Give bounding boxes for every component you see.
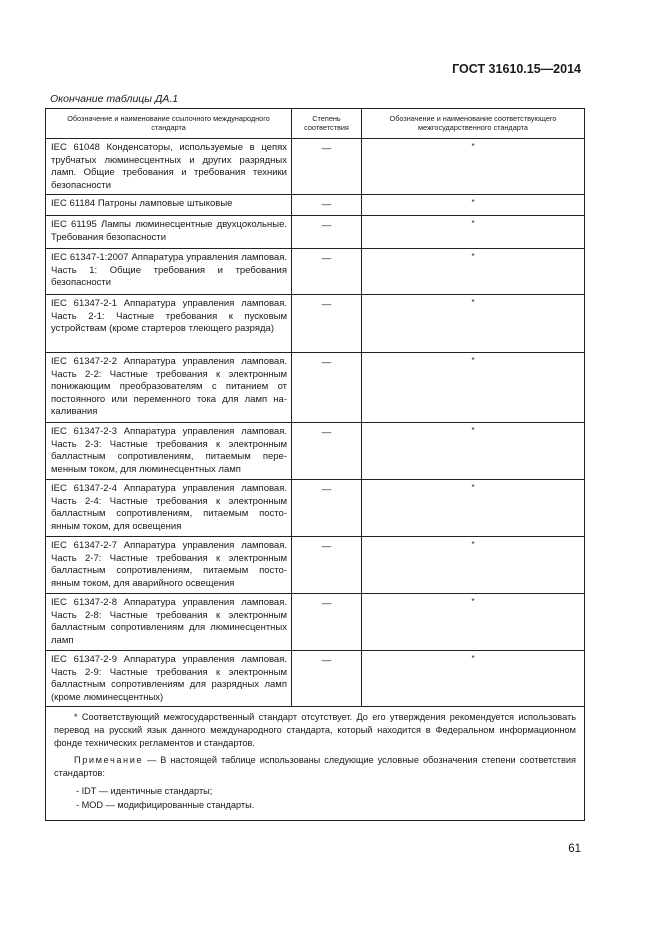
national-standard-cell: * [362, 423, 585, 480]
table-row [46, 537, 585, 594]
table-row [46, 249, 585, 295]
table-row [46, 295, 585, 353]
list-item: - MOD — модифицированные стандарты. [76, 800, 255, 811]
degree-cell: — [292, 353, 362, 423]
table-row [46, 216, 585, 249]
national-standard-cell: * [362, 295, 585, 353]
degree-cell: — [292, 480, 362, 537]
ref-standard-cell: IEC 61347-2-3 Аппаратура управления ламповая. Часть 2-3: Частные требования к электронным балластным сопротивлениям, питаемым переменным током, для люминесцентных ламп [46, 423, 292, 480]
national-standard-cell: * [362, 480, 585, 537]
table-row [46, 423, 585, 480]
document-code: ГОСТ 31610.15—2014 [452, 62, 581, 76]
table-row [46, 480, 585, 537]
degree-cell: — [292, 651, 362, 707]
national-standard-cell: * [362, 138, 585, 194]
degree-cell: — [292, 537, 362, 594]
ref-standard-cell: IEC 61347-2-2 Аппаратура управления ламповая. Часть 2-2: Частные требования к электронным понижающим преобразователям с питанием от постоянного или переменного тока для ламп накаливания [46, 353, 292, 423]
footnote-row [46, 707, 585, 821]
table-row [46, 594, 585, 651]
header-interstate-standard: Обозначение и наименование соответствующего межгосударственного стандарта [362, 109, 585, 139]
national-standard-cell: * [362, 195, 585, 216]
header-degree-of-correspondence: Степень соответствия [292, 109, 362, 139]
national-standard-cell: * [362, 216, 585, 249]
note-text: — В настоящей таблице использованы следующие условные обозначения степени соответствия стандартов: [54, 755, 576, 778]
ref-standard-cell: IEC 61347-2-9 Аппаратура управления ламповая. Часть 2-9: Частные требования к электронным балластным сопротивлениям для разрядных ламп (кроме люминесцентных) [46, 651, 292, 707]
table-row [46, 195, 585, 216]
note-label: Примечание [74, 755, 144, 766]
degree-cell: — [292, 594, 362, 651]
ref-standard-cell: IEC 61347-2-7 Аппаратура управления ламповая. Часть 2-7: Частные требования к электронным балластным сопротивлениям, питаемым постоянным током, для аварийного освещения [46, 537, 292, 594]
ref-standard-cell: IEC 61195 Лампы люминесцентные двухцокольные. Требования безопасности [46, 216, 292, 249]
table-header-row [46, 109, 585, 139]
page-number: 61 [568, 843, 581, 855]
national-standard-cell: * [362, 249, 585, 295]
degree-cell: — [292, 195, 362, 216]
ref-standard-cell: IEC 61048 Конденсаторы, используемые в цепях трубчатых люминесцентных и других разрядных ламп. Общие требования и требования техники безопасности [46, 138, 292, 194]
ref-standard-cell: IEC 61347-2-1 Аппаратура управления ламповая. Часть 2-1: Частные требования к пусковым устройствам (кроме стартеров тлеющего разряда) [46, 295, 292, 353]
ref-standard-cell: IEC 61184 Патроны ламповые штыковые [46, 195, 292, 216]
ref-standard-cell: IEC 61347-1:2007 Аппаратура управления ламповая. Часть 1: Общие требования и требования безопасности [46, 249, 292, 295]
star-footnote: * Соответствующий межгосударственный стандарт отсутствует. До его утверждения рекомендуется использовать перевод на русский язык данного международного стандарта, который находится в Федеральном информационном фонде технических регламентов и стандартов. [54, 712, 576, 748]
ref-standard-cell: IEC 61347-2-4 Аппаратура управления ламповая. Часть 2-4: Частные требования к электронным балластным сопротивлениям, питаемым постоянным током, для освещения [46, 480, 292, 537]
header-international-standard: Обозначение и наименование ссылочного международного стандарта [46, 109, 292, 139]
ref-standard-cell: IEC 61347-2-8 Аппаратура управления ламповая. Часть 2-8: Частные требования к электронным балластным сопротивлениям для люминесцентных ламп [46, 594, 292, 651]
table-row [46, 138, 585, 194]
degree-cell: — [292, 295, 362, 353]
table-row [46, 651, 585, 707]
table-caption: Окончание таблицы ДА.1 [50, 93, 179, 105]
degree-cell: — [292, 423, 362, 480]
national-standard-cell: * [362, 537, 585, 594]
standards-table [45, 108, 585, 821]
list-item: - IDT — идентичные стандарты; [76, 785, 213, 796]
table-row [46, 353, 585, 423]
degree-cell: — [292, 216, 362, 249]
national-standard-cell: * [362, 651, 585, 707]
degree-cell: — [292, 138, 362, 194]
national-standard-cell: * [362, 594, 585, 651]
national-standard-cell: * [362, 353, 585, 423]
table-footnote [46, 707, 585, 821]
table-note [54, 754, 576, 779]
degree-cell: — [292, 249, 362, 295]
